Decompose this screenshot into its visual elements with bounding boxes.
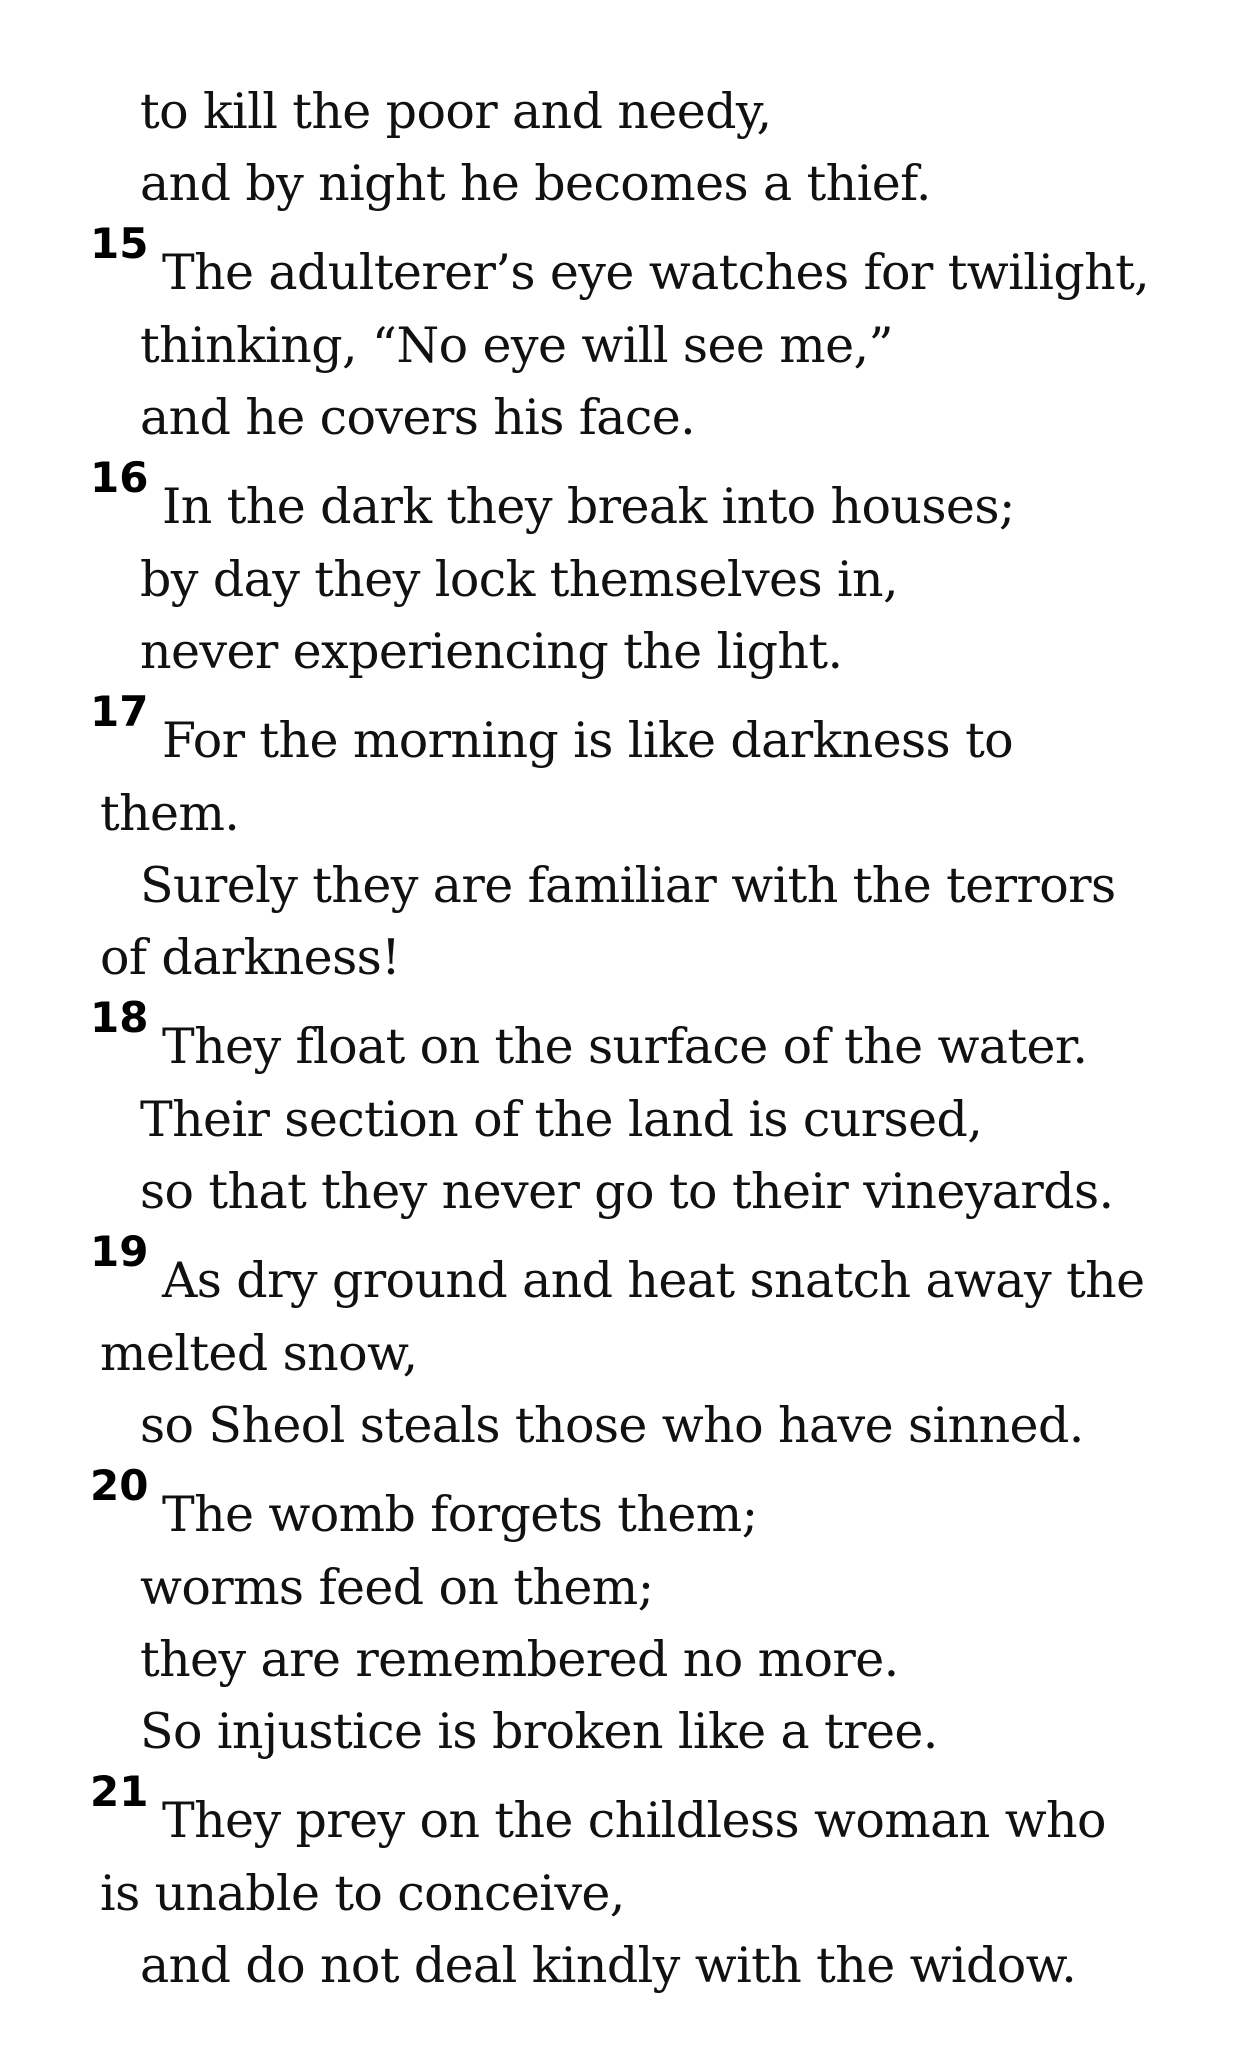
verse-number[interactable]: 21: [90, 1767, 149, 1816]
poetry-line: and by night he becomes a thief.: [140, 155, 931, 212]
poetry-line: never experiencing the light.: [140, 623, 843, 680]
verse-text: For the morning is like darkness to: [162, 712, 1014, 769]
verse-line-17: [90, 687, 1200, 778]
verse-line-18: [90, 993, 1200, 1084]
poetry-line: So injustice is broken like a tree.: [140, 1703, 938, 1760]
poetry-line: they are remembered no more.: [140, 1631, 899, 1688]
wrapped-line: of darkness!: [100, 929, 401, 986]
verse-text: The womb forgets them;: [162, 1486, 758, 1543]
wrapped-line: is unable to conceive,: [100, 1865, 625, 1922]
poetry-line: thinking, “No eye will see me,”: [140, 317, 893, 374]
verse-line-20: [90, 1461, 1200, 1552]
wrapped-line: them.: [100, 785, 240, 842]
poetry-line: so Sheol steals those who have sinned.: [140, 1397, 1084, 1454]
verse-text: They prey on the childless woman who: [162, 1792, 1106, 1849]
poetry-line: Surely they are familiar with the terrors: [140, 857, 1116, 914]
verse-number[interactable]: 16: [90, 453, 149, 502]
passage-text: [90, 76, 1200, 2002]
verse-line-16: [90, 453, 1200, 544]
verse-text: They float on the surface of the water.: [162, 1018, 1088, 1075]
verse-line-19: [90, 1227, 1200, 1318]
verse-line-15: [90, 219, 1200, 310]
poetry-line: and he covers his face.: [140, 389, 696, 446]
wrapped-line: melted snow,: [100, 1325, 418, 1382]
poetry-line: and do not deal kindly with the widow.: [140, 1937, 1077, 1994]
poetry-line: Their section of the land is cursed,: [140, 1091, 983, 1148]
verse-text: The adulterer’s eye watches for twilight,: [162, 244, 1150, 301]
poetry-line: to kill the poor and needy,: [140, 83, 772, 140]
poetry-line: so that they never go to their vineyards.: [140, 1163, 1114, 1220]
verse-number[interactable]: 19: [90, 1227, 149, 1276]
verse-number[interactable]: 20: [90, 1461, 149, 1510]
verse-number[interactable]: 17: [90, 687, 149, 736]
verse-number[interactable]: 15: [90, 219, 149, 268]
verse-text: As dry ground and heat snatch away the: [162, 1252, 1145, 1309]
verse-line-21: [90, 1767, 1200, 1858]
verse-number[interactable]: 18: [90, 993, 149, 1042]
poetry-line: worms feed on them;: [140, 1559, 654, 1616]
verse-text: In the dark they break into houses;: [162, 478, 1015, 535]
poetry-line: by day they lock themselves in,: [140, 551, 898, 608]
